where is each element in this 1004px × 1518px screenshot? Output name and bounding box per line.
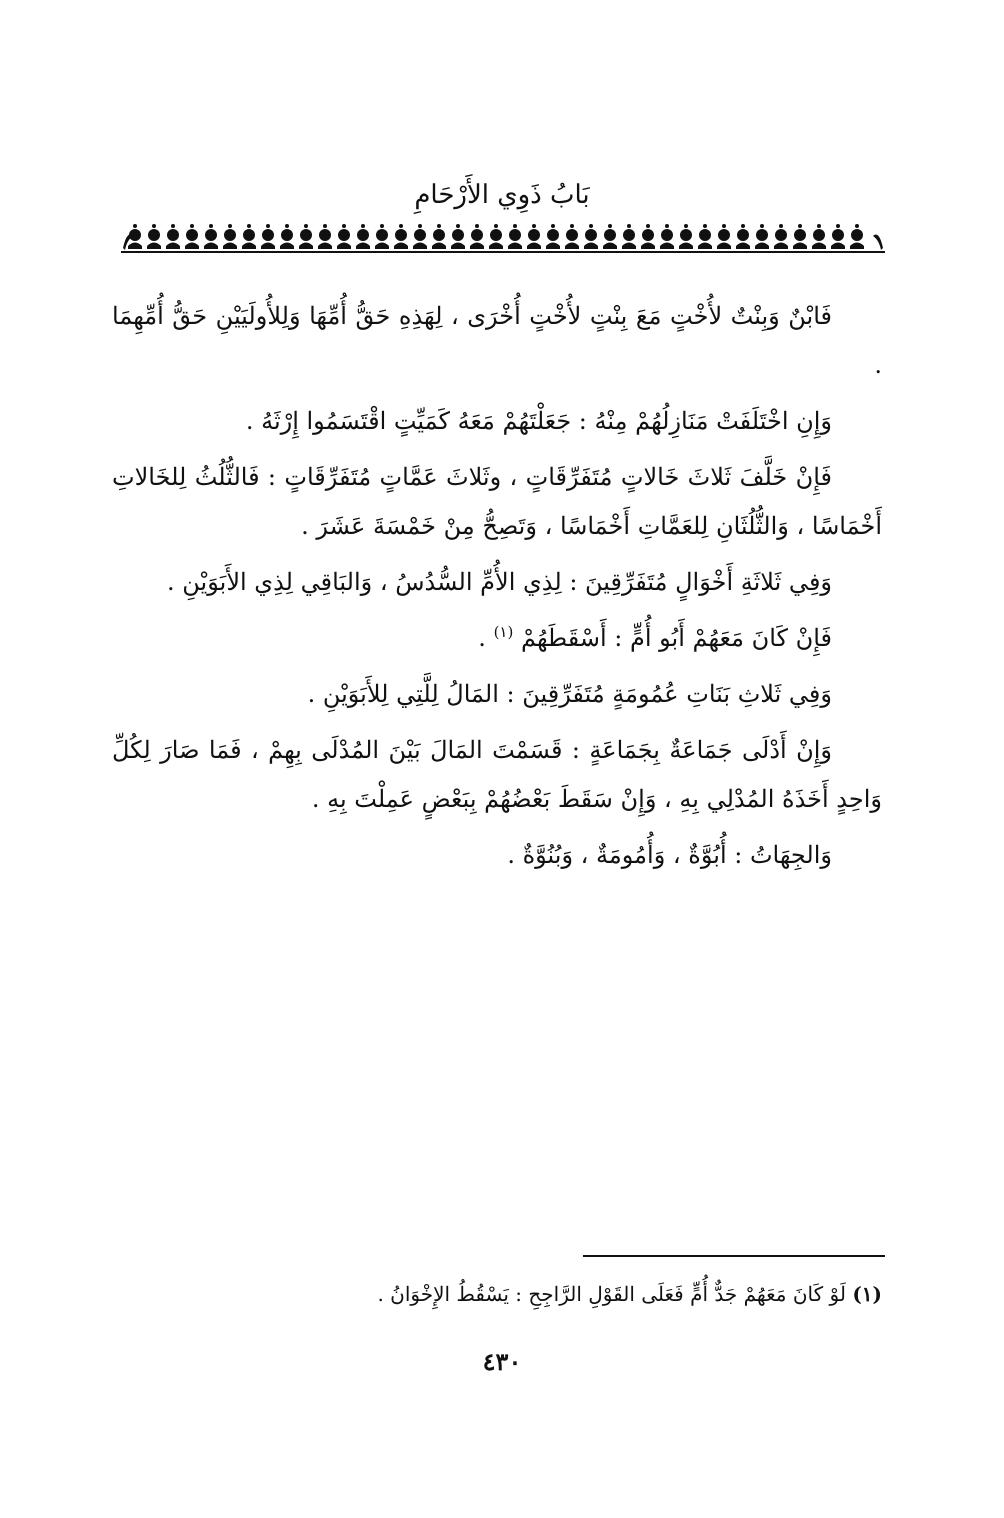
paragraph-1: فَابْنٌ وَبِنْتٌ لأُخْتٍ مَعَ بِنْتٍ لأُخْتٍ أُخْرَى ، لِهَذِهِ حَقُّ أُمِّهَا وَلِلأُولَيَيْنِ حَقُّ أُمِّهِمَا .: [112, 302, 882, 379]
ornamental-divider: [121, 222, 885, 256]
paragraph-3: فَإِنْ خَلَّفَ ثَلاثَ خَالاتٍ مُتَفَرِّقَاتٍ ، وثَلاثَ عَمَّاتٍ مُتَفَرِّقَاتٍ : فَالثُّلُثُ لِلخَالاتِ أَخْمَاسًا ، وَالثُّلُثَانِ لِلعَمَّاتِ أَخْمَاسًا ، وَتَصِحُّ مِنْ خَمْسَةَ عَشَرَ .: [112, 463, 882, 540]
paragraph-5: [112, 614, 882, 663]
footnote-reference[interactable]: (١): [493, 623, 514, 641]
footnote-separator: [583, 1255, 885, 1257]
paragraph-4: وَفِي ثَلاثَةِ أَخْوَالٍ مُتَفَرِّقِينَ : لِذِي الأُمِّ السُّدُسُ ، وَالبَاقِي لِذِي الأَبَوَيْنِ .: [167, 568, 832, 596]
main-text: [112, 292, 882, 887]
paragraph-6: وَفِي ثَلاثِ بَنَاتِ عُمُومَةٍ مُتَفَرِّقِينَ : المَالُ لِلَّتِي لِلأَبَوَيْنِ .: [307, 680, 832, 708]
footnote: [112, 1276, 882, 1312]
page-number: ٤٣٠: [482, 1347, 522, 1376]
footnote-number: (١): [852, 1282, 882, 1306]
paragraph-5-tail: .: [478, 624, 494, 652]
footnote-text: لَوْ كَانَ مَعَهُمْ جَدٌّ أُمٍّ فَعَلَى القَوْلِ الرَّاجِحِ : يَسْقُطُ الإِخْوَانُ .: [377, 1282, 846, 1306]
paragraph-5-text: فَإِنْ كَانَ مَعَهُمْ أَبُو أُمٍّ : أَسْقَطَهُمْ: [520, 624, 832, 652]
paragraph-2: وَإِنِ اخْتَلَفَتْ مَنَازِلُهُمْ مِنْهُ : جَعَلْتَهُمْ مَعَهُ كَمَيِّتٍ اقْتَسَمُوا إِرْثَهُ .: [245, 407, 832, 435]
paragraph-8: وَالجِهَاتُ : أُبُوَّةٌ ، وَأُمُومَةٌ ، وَبُنُوَّةٌ .: [507, 841, 832, 869]
paragraph-7: وَإِنْ أَدْلَى جَمَاعَةٌ بِجَمَاعَةٍ : قَسَمْتَ المَالَ بَيْنَ المُدْلَى بِهِمْ ، فَمَا صَارَ لِكُلِّ وَاحِدٍ أَخَذَهُ المُدْلِي بِهِ ، وَإِنْ سَقَطَ بَعْضُهُمْ بِبَعْضٍ عَمِلْتَ بِهِ .: [112, 736, 882, 813]
running-header: بَابُ ذَوِي الأَرْحَامِ: [414, 180, 590, 210]
